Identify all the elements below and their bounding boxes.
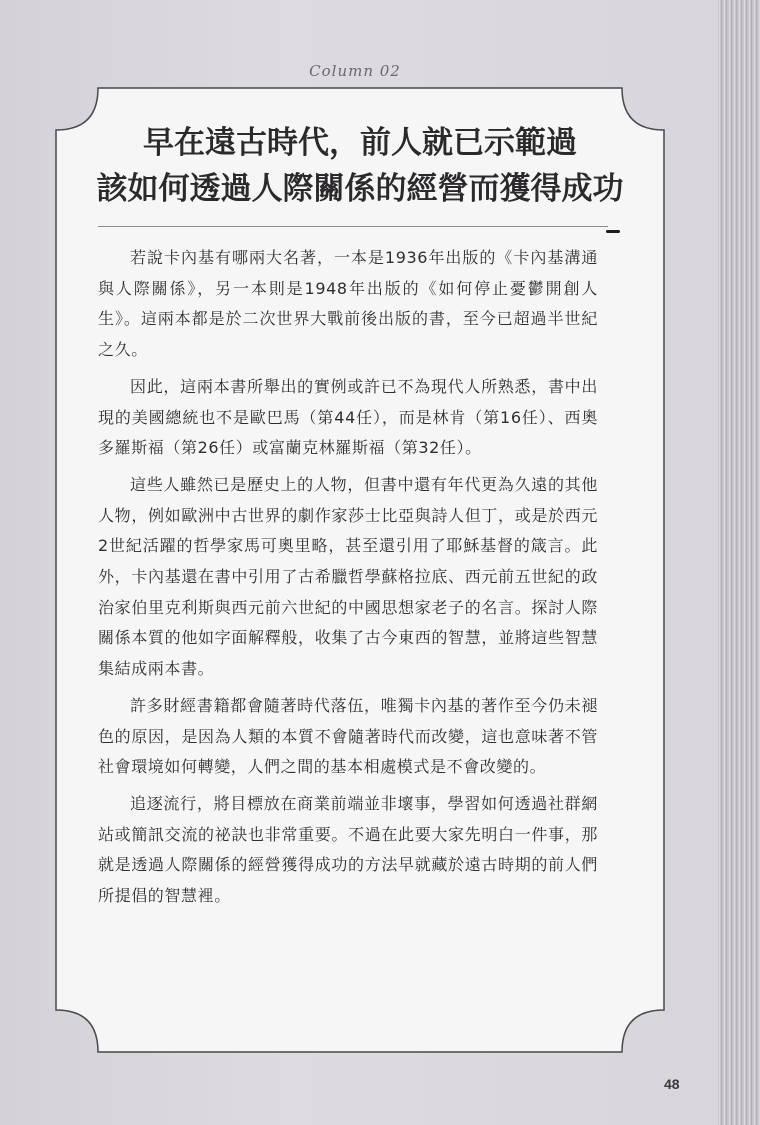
paragraph-1: 若說卡內基有哪兩大名著，一本是1936年出版的《卡內基溝通與人際關係》，另一本則是1948年出版的《如何停止憂鬱開創人生》。這兩本都是於二次世界大戰前後出版的書，至今已超過半世紀之久。	[98, 248, 598, 360]
paragraph-2: 因此，這兩本書所舉出的實例或許已不為現代人所熟悉，書中出現的美國總統也不是歐巴馬（第44任），而是林肯（第16任）、西奧多羅斯福（第26任）或富蘭克林羅斯福（第32任）。	[98, 376, 598, 458]
paragraph-4: 許多財經書籍都會隨著時代落伍，唯獨卡內基的著作至今仍未褪色的原因，是因為人類的本質不會隨著時代而改變，這也意味著不管社會環境如何轉變，人們之間的基本相處模式是不會改變的。	[98, 695, 598, 777]
title-divider	[98, 226, 608, 227]
ink-speck	[606, 230, 620, 233]
paragraph-5: 追逐流行，將目標放在商業前端並非壞事，學習如何透過社群網站或簡訊交流的祕訣也非常重要。不過在此要大家先明白一件事，那就是透過人際關係的經營獲得成功的方法早就藏於遠古時期的前人們所提倡的智慧裡。	[98, 793, 598, 906]
column-label: Column 02	[309, 62, 401, 80]
paragraph-3: 這些人雖然已是歷史上的人物，但書中還有年代更為久遠的其他人物，例如歐洲中古世界的劇作家莎士比亞與詩人但丁，或是於西元2世紀活躍的哲學家馬可奧里略，甚至還引用了耶穌基督的箴言。此外，卡內基還在書中引用了古希臘哲學蘇格拉底、西元前五世紀的政治家伯里克利斯與西元前六世紀的中國思想家老子的名言。探討人際關係本質的他如字面解釋般，收集了古今東西的智慧，並將這些智慧集結成兩本書。	[98, 474, 598, 679]
title-line-1: 早在遠古時代，前人就已示範過	[143, 125, 577, 161]
page-edge-stack	[718, 0, 760, 1125]
article-body	[98, 243, 598, 918]
column-title	[60, 120, 660, 212]
page-number: 48	[664, 1076, 680, 1092]
title-line-2: 該如何透過人際關係的經營而獲得成功	[96, 171, 624, 207]
